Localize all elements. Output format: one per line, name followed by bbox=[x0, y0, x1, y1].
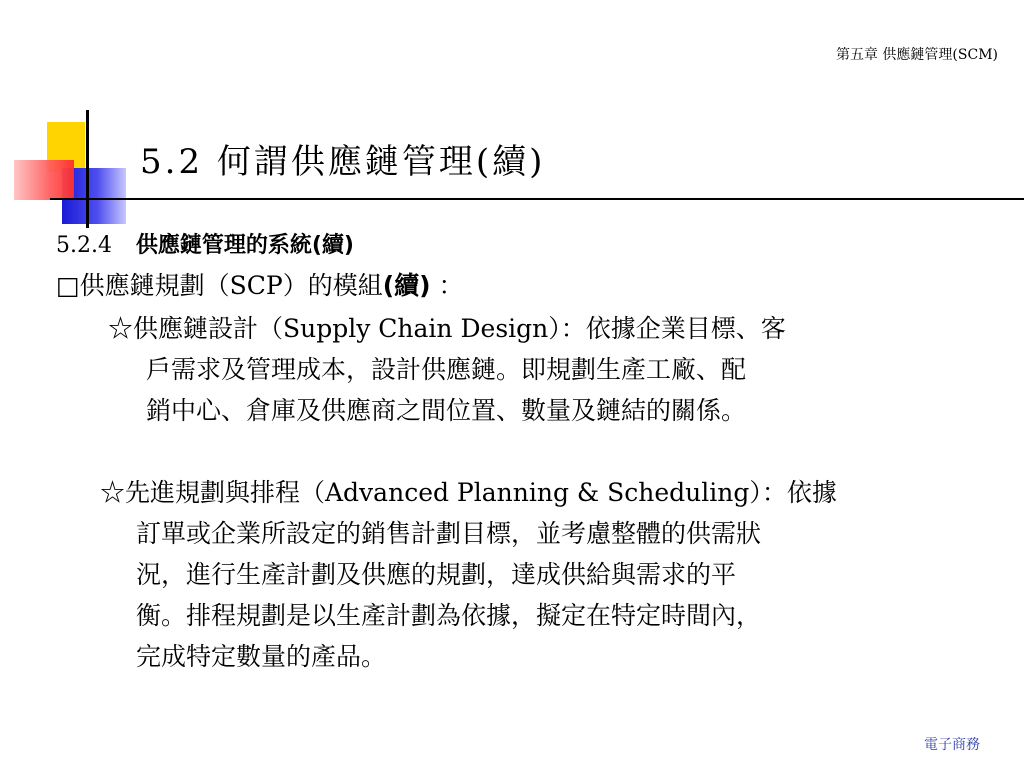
item-2-line-4: 衡。排程規劃是以生產計劃為依據，擬定在特定時間內， bbox=[136, 601, 762, 630]
slide-title: 5.2 何謂供應鏈管理(續) bbox=[140, 142, 546, 182]
item-1-line-1: ☆供應鏈設計（Supply Chain Design）：依據企業目標、客 bbox=[108, 314, 786, 343]
module-suffix: (續) bbox=[382, 271, 431, 300]
item-2-line-1: ☆先進規劃與排程（Advanced Planning & Scheduling）：依據 bbox=[100, 478, 837, 507]
item-1-line-2: 戶需求及管理成本，設計供應鏈。即規劃生產工廠、配 bbox=[146, 355, 747, 384]
module-prefix: □供應鏈規劃（SCP）的模組 bbox=[56, 271, 383, 300]
title-underline bbox=[50, 198, 1024, 200]
section-number: 5.2.4 bbox=[56, 233, 112, 258]
module-colon: ： bbox=[430, 271, 464, 300]
section-title: 供應鏈管理的系統(續) bbox=[135, 233, 354, 258]
item-2-line-2: 訂單或企業所設定的銷售計劃目標，並考慮整體的供需狀 bbox=[136, 519, 762, 548]
footer-label: 電子商務 bbox=[924, 737, 980, 753]
item-2-line-5: 完成特定數量的產品。 bbox=[136, 642, 387, 671]
chapter-header: 第五章 供應鏈管理(SCM) bbox=[835, 47, 998, 63]
module-heading bbox=[56, 271, 464, 301]
item-1-line-3: 銷中心、倉庫及供應商之間位置、數量及鏈結的關係。 bbox=[146, 396, 747, 425]
title-underline-wrap bbox=[0, 0, 1024, 240]
item-2-line-3: 況，進行生產計劃及供應的規劃，達成供給與需求的平 bbox=[136, 560, 737, 589]
section-heading bbox=[56, 229, 354, 261]
